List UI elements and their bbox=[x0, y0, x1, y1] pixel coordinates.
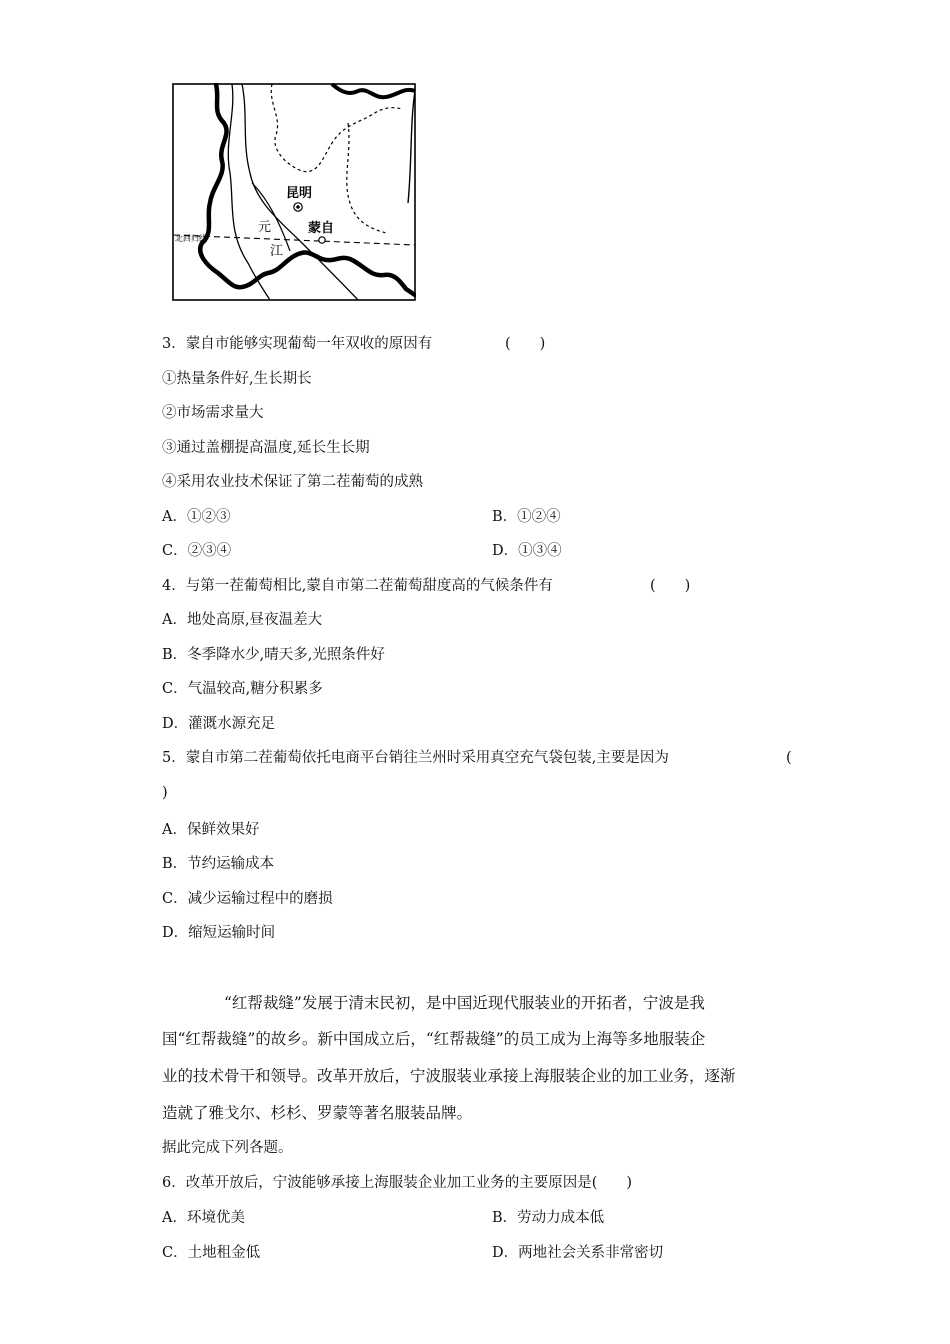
q6-option-c[interactable]: C．土地租金低 bbox=[162, 1245, 261, 1261]
q4-option-d[interactable]: D．灌溉水源充足 bbox=[162, 716, 276, 732]
passage-line-1: “红帮裁缝”发展于清末民初，是中国近现代服装业的开拓者，宁波是我 bbox=[162, 994, 705, 1012]
q6-option-b[interactable]: B．劳动力成本低 bbox=[492, 1210, 605, 1226]
q6-stem: 6．改革开放后，宁波能够承接上海服装企业加工业务的主要原因是( ) bbox=[162, 1175, 633, 1191]
q3-option-c[interactable]: C．②③④ bbox=[162, 543, 232, 559]
q3-item-2: ②市场需求量大 bbox=[162, 405, 264, 421]
q5-option-c[interactable]: C．减少运输过程中的磨损 bbox=[162, 891, 333, 907]
q3-stem: 3．蒙自市能够实现葡萄一年双收的原因有 bbox=[162, 336, 433, 352]
city-label-mengzi: 蒙自 bbox=[308, 221, 335, 236]
yunnan-map-figure bbox=[172, 83, 416, 301]
tropic-label: 北回归线 bbox=[175, 234, 207, 243]
river-label-yuan: 元 bbox=[258, 220, 272, 235]
river-label-jiang: 江 bbox=[270, 244, 284, 259]
q4-answer-paren: ( ) bbox=[650, 578, 691, 594]
passage-line-4: 造就了雅戈尔、杉杉、罗蒙等著名服装品牌。 bbox=[162, 1104, 473, 1122]
q3-option-a[interactable]: A．①②③ bbox=[162, 509, 231, 525]
map-svg bbox=[172, 83, 416, 301]
q5-option-b[interactable]: B．节约运输成本 bbox=[162, 856, 275, 872]
q3-item-4: ④采用农业技术保证了第二茬葡萄的成熟 bbox=[162, 474, 423, 490]
q3-option-b[interactable]: B．①②④ bbox=[492, 509, 561, 525]
q4-stem: 4．与第一茬葡萄相比,蒙自市第二茬葡萄甜度高的气候条件有 bbox=[162, 578, 553, 594]
passage-line-2: 国“红帮裁缝”的故乡。新中国成立后，“红帮裁缝”的员工成为上海等多地服装企 bbox=[162, 1030, 706, 1048]
q6-option-d[interactable]: D．两地社会关系非常密切 bbox=[492, 1245, 664, 1261]
kunming-marker-inner bbox=[296, 205, 300, 209]
q5-stem: 5．蒙自市第二茬葡萄依托电商平台销往兰州时采用真空充气袋包装,主要是因为 bbox=[162, 750, 669, 766]
q4-option-c[interactable]: C．气温较高,糖分积累多 bbox=[162, 681, 323, 697]
q4-option-a[interactable]: A．地处高原,昼夜温差大 bbox=[162, 612, 323, 628]
q3-item-3: ③通过盖棚提高温度,延长生长期 bbox=[162, 440, 370, 456]
passage-line-3: 业的技术骨干和领导。改革开放后，宁波服装业承接上海服装企业的加工业务，逐渐 bbox=[162, 1067, 736, 1085]
q6-option-a[interactable]: A．环境优美 bbox=[162, 1210, 245, 1226]
q3-option-d[interactable]: D．①③④ bbox=[492, 543, 562, 559]
passage-instruction: 据此完成下列各题。 bbox=[162, 1140, 293, 1156]
q3-item-1: ①热量条件好,生长期长 bbox=[162, 371, 312, 387]
q5-paren-close: ) bbox=[162, 785, 168, 801]
q5-paren-open: ( bbox=[786, 750, 792, 766]
mengzi-marker bbox=[319, 237, 325, 243]
q5-option-a[interactable]: A．保鲜效果好 bbox=[162, 822, 260, 838]
q5-option-d[interactable]: D．缩短运输时间 bbox=[162, 925, 276, 941]
q3-answer-paren: ( ) bbox=[505, 336, 546, 352]
q4-option-b[interactable]: B．冬季降水少,晴天多,光照条件好 bbox=[162, 647, 385, 663]
city-label-kunming: 昆明 bbox=[286, 186, 313, 201]
